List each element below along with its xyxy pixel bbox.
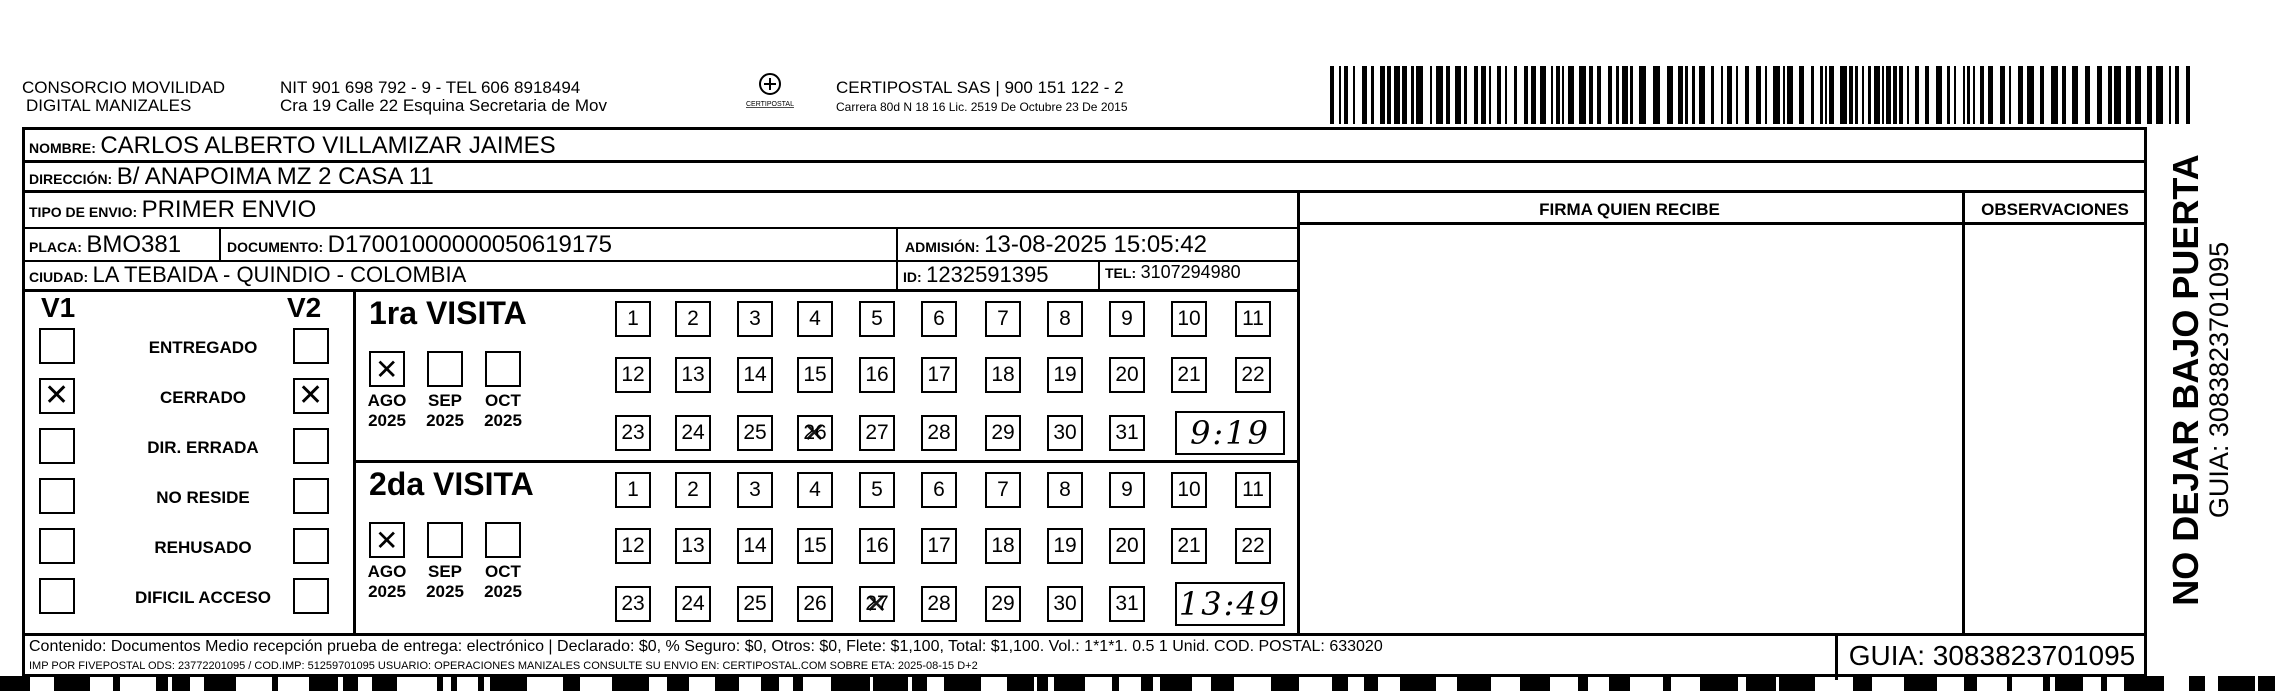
month-year: 2025: [368, 582, 406, 601]
month-year: 2025: [426, 411, 464, 430]
day-box[interactable]: 4: [797, 472, 833, 508]
day-box[interactable]: 23: [615, 586, 651, 622]
documento-value: D17001000000050619175: [327, 231, 612, 258]
day-box[interactable]: 30: [1047, 586, 1083, 622]
day-box[interactable]: 17: [921, 528, 957, 564]
placa-label: PLACA:: [29, 239, 82, 255]
day-box[interactable]: 27 ✕: [859, 586, 895, 622]
footer-imp: IMP POR FIVEPOSTAL ODS: 23772201095 / COD.IMP: 51259701095 USUARIO: OPERACIONES MANIZALES CONSULTE SU ENVIO EN: CERTIPOSTAL.COM SOBRE ETA: 2025-08-15 D+2: [29, 660, 978, 672]
day-box[interactable]: 13: [675, 357, 711, 393]
month-label: SEP: [427, 562, 463, 581]
nombre-label: NOMBRE:: [29, 140, 96, 156]
documento-field: [227, 231, 612, 259]
visit-time[interactable]: 13:49: [1175, 582, 1285, 626]
company-nit: NIT 901 698 792 - 9 - TEL 606 8918494: [280, 78, 581, 97]
company-name-line2: DIGITAL MANIZALES: [26, 96, 192, 115]
day-box[interactable]: 12: [615, 528, 651, 564]
day-box[interactable]: 24: [675, 415, 711, 451]
firma-header: FIRMA QUIEN RECIBE: [1539, 200, 1720, 219]
courier-license: Carrera 80d N 18 16 Lic. 2519 De Octubre 23 De 2015: [836, 100, 1128, 114]
day-box[interactable]: 7: [985, 472, 1021, 508]
day-box[interactable]: 2: [675, 301, 711, 337]
day-box[interactable]: 14: [737, 528, 773, 564]
day-box[interactable]: 14: [737, 357, 773, 393]
certipostal-logo: [740, 70, 800, 116]
month-checkbox[interactable]: [369, 522, 405, 558]
tel-value: 3107294980: [1140, 262, 1241, 282]
day-box[interactable]: 7: [985, 301, 1021, 337]
day-box[interactable]: 18: [985, 357, 1021, 393]
day-box[interactable]: 6: [921, 472, 957, 508]
status-label: DIR. ERRADA: [147, 438, 259, 457]
day-box[interactable]: 8: [1047, 301, 1083, 337]
tipo-envio-row: [29, 196, 316, 224]
barcode-bottom: [0, 676, 2275, 691]
day-box[interactable]: 22: [1235, 528, 1271, 564]
day-box[interactable]: 29: [985, 586, 1021, 622]
courier-name: CERTIPOSTAL SAS | 900 151 122 - 2: [836, 78, 1124, 97]
month-label: AGO: [367, 562, 407, 581]
placa-field: [29, 231, 181, 259]
day-box[interactable]: 20: [1109, 528, 1145, 564]
day-box[interactable]: 9: [1109, 301, 1145, 337]
day-box[interactable]: 19: [1047, 357, 1083, 393]
day-box[interactable]: 24: [675, 586, 711, 622]
month-label: AGO: [367, 391, 407, 410]
v2-checkbox[interactable]: [293, 428, 329, 464]
month-label: OCT: [485, 391, 521, 410]
day-box[interactable]: 12: [615, 357, 651, 393]
observaciones-header: OBSERVACIONES: [1981, 200, 2129, 219]
day-box[interactable]: 31: [1109, 586, 1145, 622]
day-box[interactable]: 10: [1171, 472, 1207, 508]
v1-checkbox[interactable]: [39, 528, 75, 564]
tel-field: [1105, 262, 1241, 283]
admision-label: ADMISIÓN:: [905, 239, 980, 255]
v1-checkbox[interactable]: [39, 578, 75, 614]
visit-time[interactable]: 9:19: [1175, 411, 1285, 455]
v1-header: V1: [41, 292, 76, 323]
id-label: ID:: [903, 269, 922, 285]
day-box[interactable]: 1: [615, 472, 651, 508]
day-box[interactable]: 17: [921, 357, 957, 393]
month-label: OCT: [485, 562, 521, 581]
nombre-value: CARLOS ALBERTO VILLAMIZAR JAIMES: [100, 132, 556, 159]
ciudad-value: LA TEBAIDA - QUINDIO - COLOMBIA: [92, 262, 467, 287]
v2-header: V2: [287, 292, 322, 323]
day-box[interactable]: 20: [1109, 357, 1145, 393]
side-guia: GUIA: 3083823701095: [2204, 241, 2234, 519]
month-label: SEP: [427, 391, 463, 410]
day-box[interactable]: 28: [921, 586, 957, 622]
tel-label: TEL:: [1105, 265, 1137, 281]
day-box[interactable]: 3: [737, 301, 773, 337]
month-checkbox[interactable]: [485, 351, 521, 387]
v2-checkbox[interactable]: [293, 528, 329, 564]
v2-checkbox[interactable]: [293, 328, 329, 364]
day-box[interactable]: 30: [1047, 415, 1083, 451]
day-box[interactable]: 21: [1171, 528, 1207, 564]
day-box[interactable]: 5: [859, 301, 895, 337]
day-box[interactable]: 3: [737, 472, 773, 508]
no-dejar-bajo-puerta: NO DEJAR BAJO PUERTA: [2165, 154, 2206, 606]
footer-guia: GUIA: 3083823701095: [1848, 640, 2136, 671]
status-label: DIFICIL ACCESO: [134, 588, 271, 607]
month-year: 2025: [484, 411, 522, 430]
side-label: [2167, 154, 2233, 605]
month-year: 2025: [426, 582, 464, 601]
status-label: REHUSADO: [154, 538, 252, 557]
v1-checkbox[interactable]: [39, 328, 75, 364]
month-year: 2025: [368, 411, 406, 430]
direccion-row: [29, 163, 434, 191]
v1-checkbox[interactable]: [39, 478, 75, 514]
ciudad-field: [29, 262, 466, 288]
ciudad-label: CIUDAD:: [29, 269, 89, 285]
admision-value: 13-08-2025 15:05:42: [984, 231, 1207, 258]
month-checkbox[interactable]: [427, 522, 463, 558]
v2-checkbox[interactable]: [293, 578, 329, 614]
status-label: CERRADO: [160, 388, 246, 407]
tipo-envio-label: TIPO DE ENVIO:: [29, 204, 138, 220]
direccion-label: DIRECCIÓN:: [29, 171, 113, 187]
month-checkbox[interactable]: [427, 351, 463, 387]
company-name-line1: CONSORCIO MOVILIDAD: [22, 78, 226, 97]
day-box[interactable]: 5: [859, 472, 895, 508]
day-box[interactable]: 19: [1047, 528, 1083, 564]
direccion-value: B/ ANAPOIMA MZ 2 CASA 11: [116, 163, 434, 190]
day-box[interactable]: 27: [859, 415, 895, 451]
day-box[interactable]: 11: [1235, 301, 1271, 337]
footer-contenido: Contenido: Documentos Medio recepción prueba de entrega: electrónico | Declarado: $0, % Seguro: $0, Otros: $0, Flete: $1,100, Total: $1,100. Vol.: 1*1*1. 0.5 1 Unid. COD. POSTAL: 633020: [29, 638, 1383, 655]
day-box[interactable]: 15: [797, 357, 833, 393]
id-value: 1232591395: [926, 262, 1049, 287]
day-box[interactable]: 29: [985, 415, 1021, 451]
visit-title: 1ra VISITA: [369, 295, 527, 331]
day-box[interactable]: 8: [1047, 472, 1083, 508]
day-box[interactable]: 26 ✕: [797, 415, 833, 451]
tipo-envio-value: PRIMER ENVIO: [141, 196, 317, 223]
barcode-top: [1330, 66, 2190, 124]
day-box[interactable]: 25: [737, 415, 773, 451]
day-box[interactable]: 26: [797, 586, 833, 622]
v2-checkbox[interactable]: [293, 478, 329, 514]
day-box[interactable]: 15: [797, 528, 833, 564]
id-field: [903, 262, 1048, 288]
day-box[interactable]: 11: [1235, 472, 1271, 508]
documento-label: DOCUMENTO:: [227, 239, 324, 255]
day-box[interactable]: 28: [921, 415, 957, 451]
day-box[interactable]: 4: [797, 301, 833, 337]
day-box[interactable]: 16: [859, 528, 895, 564]
visit-title: 2da VISITA: [369, 466, 534, 502]
status-label: ENTREGADO: [148, 338, 258, 357]
svg-text:CERTIPOSTAL: CERTIPOSTAL: [746, 101, 794, 108]
admision-field: [905, 231, 1207, 259]
delivery-form: [22, 127, 2147, 677]
day-box[interactable]: 23: [615, 415, 651, 451]
day-box[interactable]: 22: [1235, 357, 1271, 393]
v2-checkbox[interactable]: [293, 378, 329, 414]
month-checkbox[interactable]: [369, 351, 405, 387]
day-box[interactable]: 6: [921, 301, 957, 337]
day-box[interactable]: 2: [675, 472, 711, 508]
v1-checkbox[interactable]: [39, 378, 75, 414]
day-box[interactable]: 25: [737, 586, 773, 622]
day-box[interactable]: 16: [859, 357, 895, 393]
day-box[interactable]: 21: [1171, 357, 1207, 393]
day-box[interactable]: 31: [1109, 415, 1145, 451]
day-box[interactable]: 18: [985, 528, 1021, 564]
v1-checkbox[interactable]: [39, 428, 75, 464]
company-address: Cra 19 Calle 22 Esquina Secretaria de Mov: [280, 96, 607, 115]
day-box[interactable]: 10: [1171, 301, 1207, 337]
day-box[interactable]: 9: [1109, 472, 1145, 508]
nombre-row: [29, 132, 556, 160]
month-year: 2025: [484, 582, 522, 601]
day-box[interactable]: 13: [675, 528, 711, 564]
status-label: NO RESIDE: [156, 488, 250, 507]
placa-value: BMO381: [86, 231, 182, 258]
day-box[interactable]: 1: [615, 301, 651, 337]
month-checkbox[interactable]: [485, 522, 521, 558]
